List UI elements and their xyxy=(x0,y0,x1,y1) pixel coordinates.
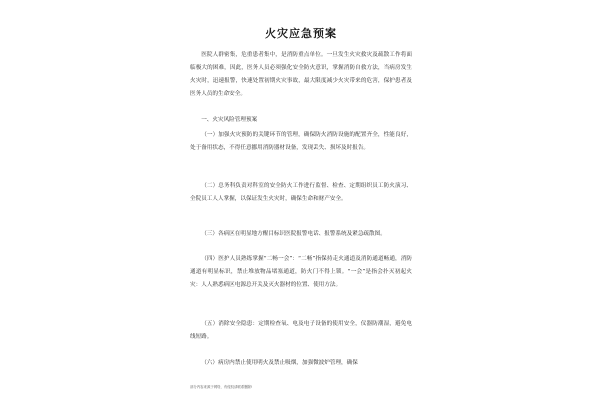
clause-1-paragraph: （一）加强火灾预防的关键环节的管理，确保防火消防设施的配置齐全，性能良好，处于备用状态，不得任意挪用消防器材设备，发现丢失、损坏及时报告。 xyxy=(190,132,412,151)
intro-paragraph: 医院人群密集，危重患者集中，是消防重点单位。一旦发生火灾救灾及疏散工作将面临极大的困难，因此，医务人员必须强化安全防火意识，掌握消防自救方法，当病房发生火灾时，迅速报警，快速处置初期火灾事故，最大限度减少火灾带来的危害，保护患者及医务人员的生命安全。 xyxy=(190,52,412,97)
section-heading: 一、火灾风险管理预案 xyxy=(201,117,258,123)
clause-2-paragraph: （二）总务科负责对科室的安全防火工作进行监督、检查、定期组织员工防火演习、全院员工人人掌握，以保证发生火灾时，确保生命和财产安全。 xyxy=(190,183,412,202)
clause-6-paragraph: （六）病房内禁止使用明火及禁止吸烟，加强微波炉管理，确保 xyxy=(201,360,358,366)
clause-5-paragraph: （五）消除安全隐患：定期检查氧、电及电子设备的使用安全，仪器防潮湿，避免电线短路。 xyxy=(190,321,412,340)
clause-4-paragraph: （四）医护人员熟练掌握“二畅一会”：“二畅”指保持走火通道及消防通道畅通，消防通道有明显标识，禁止堆放物品堵塞通道，防火门不得上锁。“一会”是指会扑灭初起火灾：人人熟悉病区电源总开关及灭火器材的位置、使用方法。 xyxy=(190,256,412,288)
clause-3-paragraph: （三）各病区在明显地方醒目标识医院报警电话、报警系统及紧急疏散图。 xyxy=(201,231,386,237)
document-page xyxy=(190,18,412,390)
footer-disclaimer: 部分内容来源于网络，有侵权请联系删除! xyxy=(190,385,253,389)
document-title: 火灾应急预案 xyxy=(265,27,337,40)
